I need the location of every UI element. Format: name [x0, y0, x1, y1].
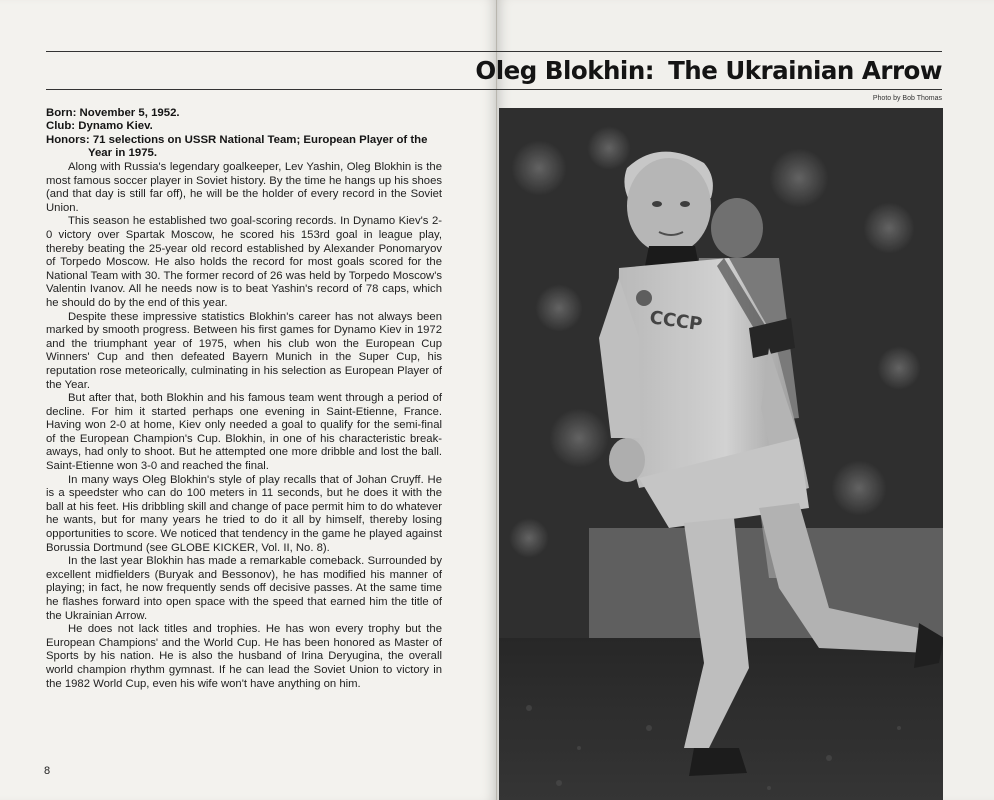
fact-honors-continued: Year in 1975.	[88, 147, 158, 160]
title-rule-bottom-right	[497, 89, 942, 90]
title-name: Oleg Blokhin:	[475, 56, 655, 85]
title-rule-bottom	[46, 89, 497, 90]
paragraph: Along with Russia's legendary goalkeeper, Lev Yashin, Oleg Blokhin is the most famous soccer player in Soviet history. By the time he hangs up his shoes (and that day is still far off), he will be the holder of every record in the Soviet Union.	[46, 161, 442, 214]
paragraph: Despite these impressive statistics Blokhin's career has not always been marked by smooth progress. Between his first games for Dynamo Kiev in 1972 and the triumphant year of 1975, when his club won the European Cup Winners' Cup and then defeated Bayern Munich in the Super Cup, his reputation rose meteorically, culminating in his selection as European Player of the Year.	[46, 310, 442, 391]
title-nickname: The Ukrainian Arrow	[668, 56, 942, 85]
paragraph: In the last year Blokhin has made a remarkable comeback. Surrounded by excellent midfielders (Buryak and Bessonov), he has modified his manner of playing; in fact, he now frequently sends off decisive passes. At the same time he flashes forward into open space with the speed that earned him the title of the Ukrainian Arrow.	[46, 555, 442, 622]
paragraph: But after that, both Blokhin and his famous team went through a period of decline. For him it started perhaps one evening in Saint-Etienne, France. Having won 2-0 at home, Kiev only needed a goal to qualify for the semi-final of the European Champion's Cup. Blokhin, in one of his characteristic break-aways, had only to shoot. But he attempted one more dribble and lost the ball. Saint-Etienne won 3-0 and reached the final.	[46, 392, 442, 473]
player-photo	[499, 108, 943, 800]
photo-credit: Photo by Bob Thomas	[872, 95, 942, 102]
paragraph: This season he established two goal-scoring records. In Dynamo Kiev's 2-0 victory over Spartak Moscow, he scored his 153rd goal in league play, thereby beating the 25-year old record established by Alexander Ponomaryov of Torpedo Moscow. He also holds the record for most goals scored for the National Team with 30. The former record of 26 was held by Torpedo Moscow's Valentin Ivanov. All he needs now is to beat Yashin's record of 78 caps, which he should do by the end of this year.	[46, 215, 442, 309]
article-body	[46, 161, 442, 691]
paragraph: In many ways Oleg Blokhin's style of play recalls that of Johan Cruyff. He is a speedster who can do 100 meters in 11 seconds, but he does it with the ball at his feet. His dribbling skill and change of pace permit him to do whatever he wants, but for many years he tried to do it all by himself, thereby losing opportunities to score. We noticed that tendency in the game he played against Borussia Dortmund (see GLOBE KICKER, Vol. II, No. 8).	[46, 473, 442, 554]
player-facts	[46, 107, 446, 161]
title-rule-top-right	[497, 51, 942, 52]
fact-born: Born: November 5, 1952.	[46, 107, 180, 119]
title-rule-top	[46, 51, 497, 52]
photo-illustration	[499, 108, 943, 800]
page-number: 8	[44, 765, 51, 777]
fact-honors: Honors: 71 selections on USSR National Team; European Player of the	[46, 133, 428, 146]
article-title	[200, 56, 942, 85]
paragraph: He does not lack titles and trophies. He has won every trophy but the European Champions' and the World Cup. He has been honored as Master of Sports by his nation. He is also the husband of Irina Deryugina, the overall world champion rhythm gymnast. If he can lead the Soviet Union to victory in the 1982 World Cup, even his wife won't have anything on him.	[46, 623, 442, 690]
jersey-lettering: CCCP	[648, 307, 704, 336]
fact-club: Club: Dynamo Kiev.	[46, 120, 153, 133]
